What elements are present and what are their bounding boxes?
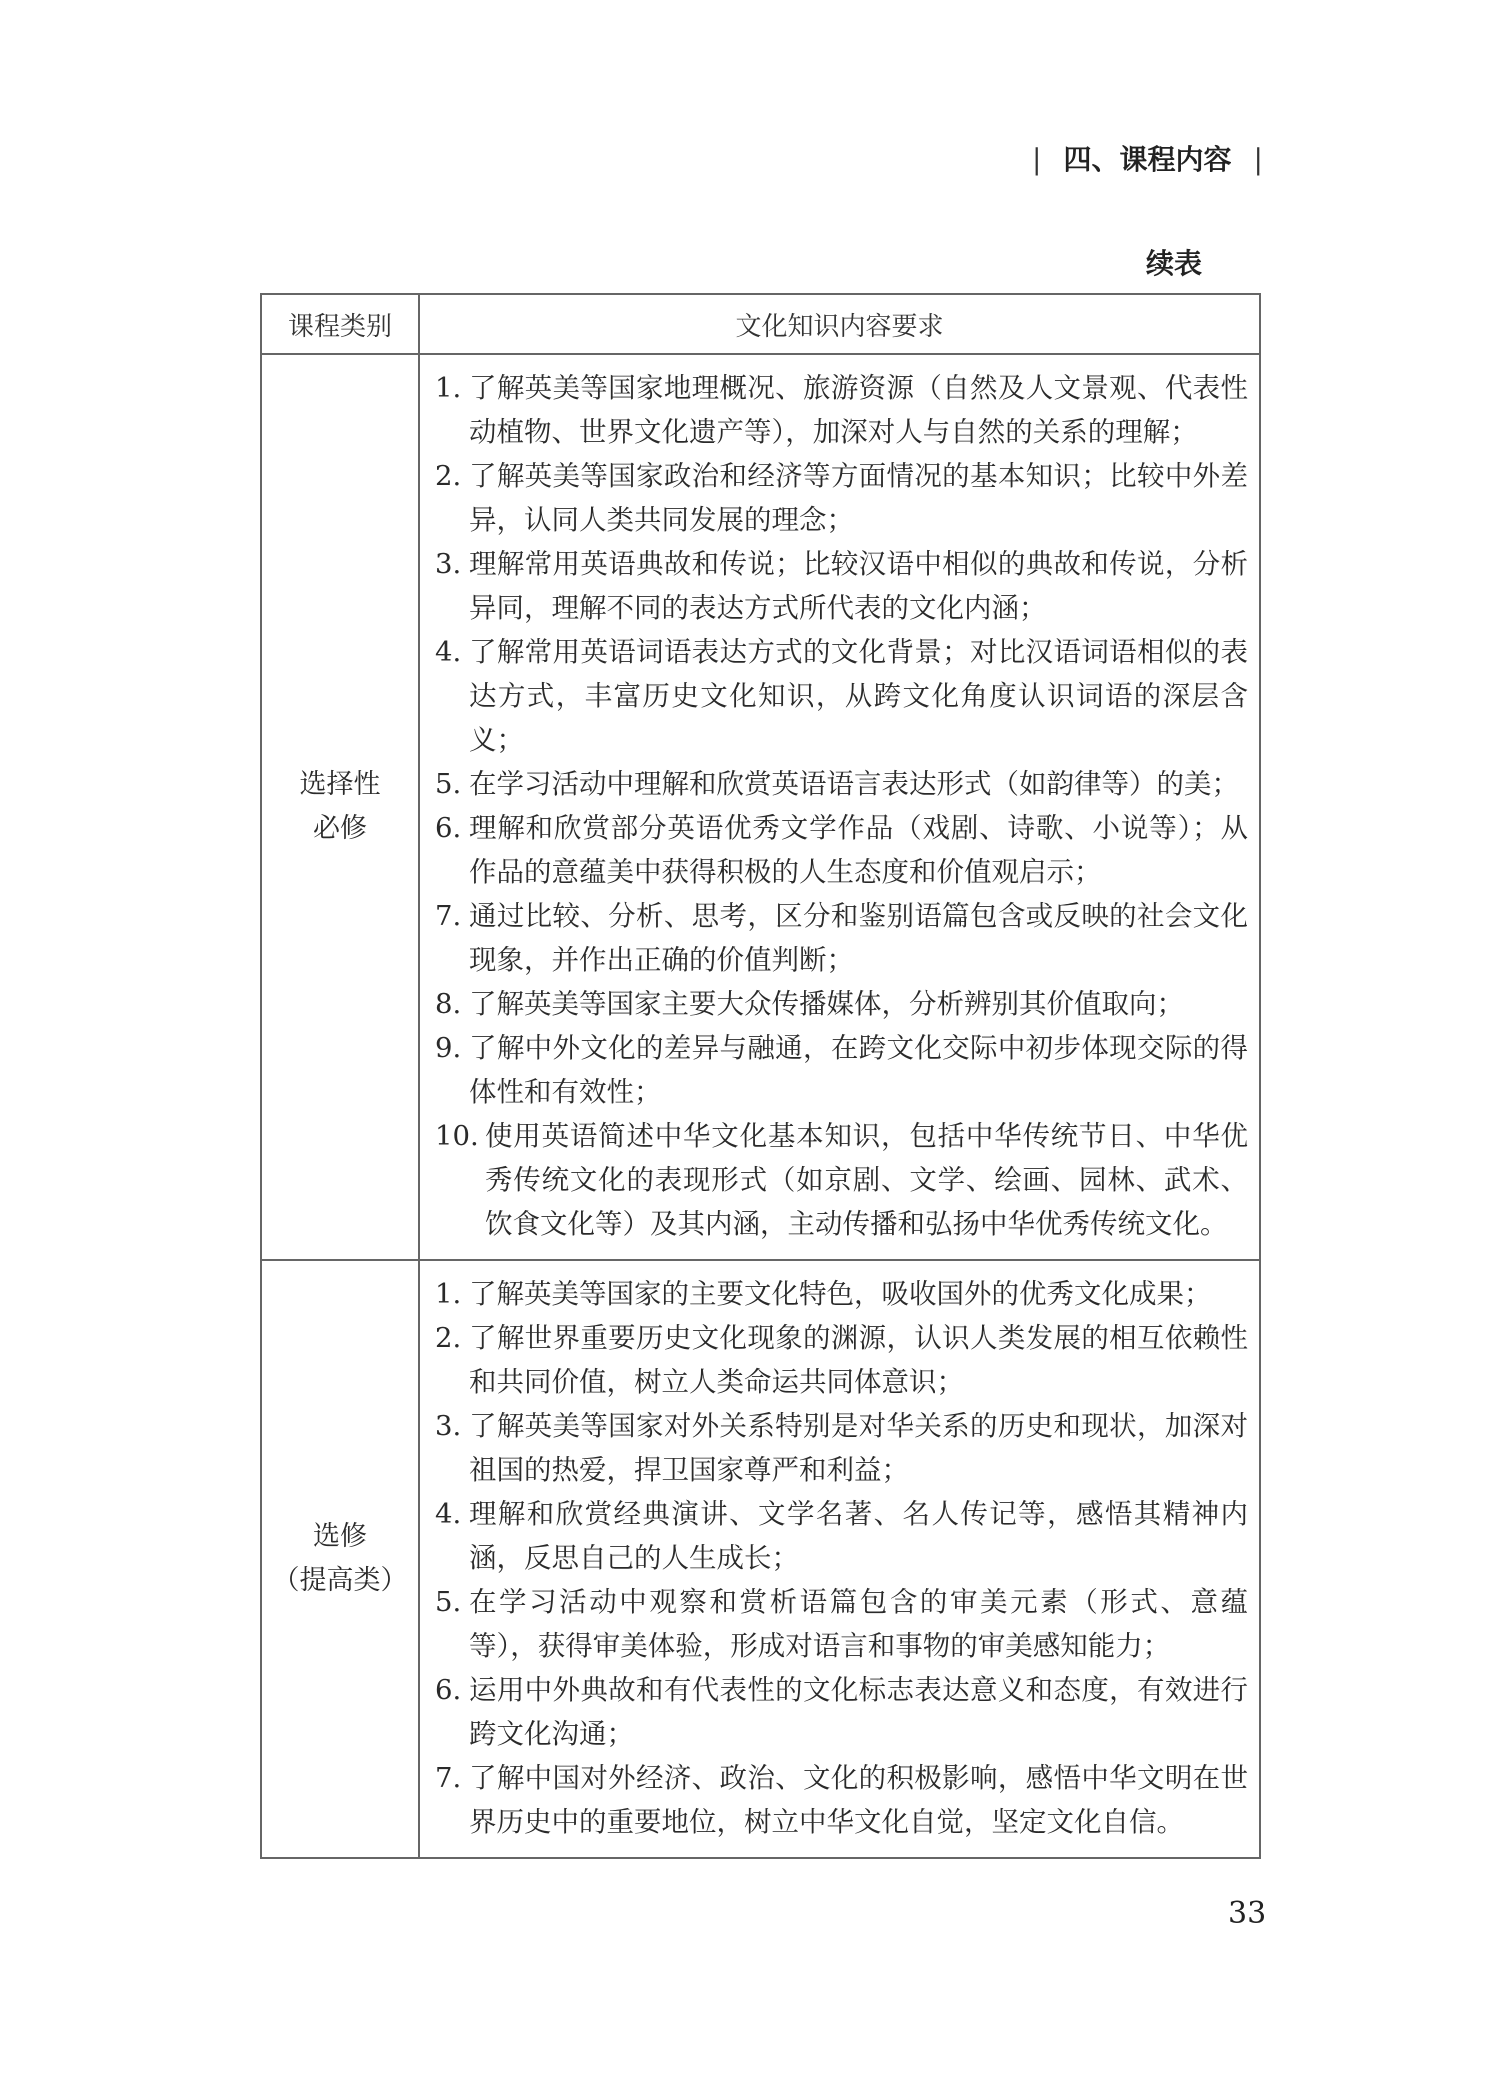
list-item <box>435 982 1248 1026</box>
course-category-label: （提高类） <box>272 1565 408 1596</box>
item-number: 6. <box>435 812 462 844</box>
item-number: 9. <box>435 1032 462 1064</box>
table-row <box>261 1260 1260 1858</box>
list-item <box>435 1316 1248 1404</box>
page-number: 33 <box>1228 1896 1267 1931</box>
requirements-list <box>421 1262 1258 1856</box>
item-number: 2. <box>435 460 462 492</box>
course-category-cell <box>261 354 419 1260</box>
requirements-cell <box>419 1260 1260 1858</box>
list-item <box>435 1026 1248 1114</box>
item-number: 2. <box>435 1322 462 1354</box>
course-category-label: 选修 <box>313 1521 367 1552</box>
item-text: 使用英语简述中华文化基本知识，包括中华传统节日、中华优秀传统文化的表现形式（如京剧、文学、绘画、园林、武术、饮食文化等）及其内涵，主动传播和弘扬中华优秀传统文化。 <box>485 1120 1248 1240</box>
item-text: 了解英美等国家的主要文化特色，吸收国外的优秀文化成果； <box>469 1278 1212 1310</box>
item-number: 7. <box>435 900 462 932</box>
item-number: 3. <box>435 1410 462 1442</box>
item-number: 1. <box>435 372 462 404</box>
item-number: 6. <box>435 1674 462 1706</box>
list-item <box>435 630 1248 762</box>
course-category-label: 必修 <box>313 813 367 844</box>
list-item <box>435 894 1248 982</box>
list-item <box>435 454 1248 542</box>
table-row <box>261 354 1260 1260</box>
item-number: 8. <box>435 988 462 1020</box>
list-item <box>435 1492 1248 1580</box>
column-header-category: 课程类别 <box>261 294 419 354</box>
list-item <box>435 366 1248 454</box>
list-item <box>435 1272 1248 1316</box>
item-text: 理解和欣赏部分英语优秀文学作品（戏剧、诗歌、小说等）；从作品的意蕴美中获得积极的人生态度和价值观启示； <box>469 812 1248 888</box>
continued-table-label: 续表 <box>1146 247 1203 280</box>
item-number: 3. <box>435 548 462 580</box>
requirements-list <box>421 356 1258 1258</box>
item-number: 4. <box>435 636 462 668</box>
list-item <box>435 762 1248 806</box>
item-text: 运用中外典故和有代表性的文化标志表达意义和态度，有效进行跨文化沟通； <box>469 1674 1248 1750</box>
item-number: 10. <box>435 1120 479 1152</box>
list-item <box>435 806 1248 894</box>
column-header-requirements: 文化知识内容要求 <box>419 294 1260 354</box>
item-text: 理解常用英语典故和传说；比较汉语中相似的典故和传说，分析异同，理解不同的表达方式所代表的文化内涵； <box>469 548 1248 624</box>
list-item <box>435 1404 1248 1492</box>
section-title: 四、课程内容 <box>1063 143 1232 176</box>
item-text: 在学习活动中观察和赏析语篇包含的审美元素（形式、意蕴等），获得审美体验，形成对语言和事物的审美感知能力； <box>469 1586 1248 1662</box>
item-text: 了解英美等国家主要大众传播媒体，分析辨别其价值取向； <box>469 988 1184 1020</box>
list-item <box>435 1114 1248 1246</box>
item-text: 了解中国对外经济、政治、文化的积极影响，感悟中华文明在世界历史中的重要地位，树立中华文化自觉，坚定文化自信。 <box>469 1762 1248 1838</box>
item-text: 了解常用英语词语表达方式的文化背景；对比汉语词语相似的表达方式，丰富历史文化知识，从跨文化角度认识词语的深层含义； <box>469 636 1248 756</box>
item-number: 5. <box>435 768 462 800</box>
course-category-label: 选择性 <box>299 769 381 800</box>
list-item <box>435 1756 1248 1844</box>
item-text: 了解英美等国家对外关系特别是对华关系的历史和现状，加深对祖国的热爱，捍卫国家尊严和利益； <box>469 1410 1248 1486</box>
item-text: 了解英美等国家地理概况、旅游资源（自然及人文景观、代表性动植物、世界文化遗产等），加深对人与自然的关系的理解； <box>469 372 1248 448</box>
culture-knowledge-table <box>260 293 1261 1859</box>
item-number: 1. <box>435 1278 462 1310</box>
item-text: 通过比较、分析、思考，区分和鉴别语篇包含或反映的社会文化现象，并作出正确的价值判断； <box>469 900 1248 976</box>
header-divider-left: | <box>1032 143 1042 176</box>
item-text: 在学习活动中理解和欣赏英语语言表达形式（如韵律等）的美； <box>469 768 1239 800</box>
running-header <box>1032 138 1263 178</box>
item-number: 7. <box>435 1762 462 1794</box>
item-text: 了解中外文化的差异与融通，在跨文化交际中初步体现交际的得体性和有效性； <box>469 1032 1248 1108</box>
item-number: 4. <box>435 1498 462 1530</box>
item-number: 5. <box>435 1586 462 1618</box>
list-item <box>435 1580 1248 1668</box>
requirements-cell <box>419 354 1260 1260</box>
item-text: 了解英美等国家政治和经济等方面情况的基本知识；比较中外差异，认同人类共同发展的理念； <box>469 460 1248 536</box>
course-category-cell <box>261 1260 419 1858</box>
header-divider-right: | <box>1253 143 1263 176</box>
item-text: 理解和欣赏经典演讲、文学名著、名人传记等，感悟其精神内涵，反思自己的人生成长； <box>469 1498 1248 1574</box>
list-item <box>435 1668 1248 1756</box>
list-item <box>435 542 1248 630</box>
table-header-row <box>261 294 1260 354</box>
item-text: 了解世界重要历史文化现象的渊源，认识人类发展的相互依赖性和共同价值，树立人类命运共同体意识； <box>469 1322 1248 1398</box>
